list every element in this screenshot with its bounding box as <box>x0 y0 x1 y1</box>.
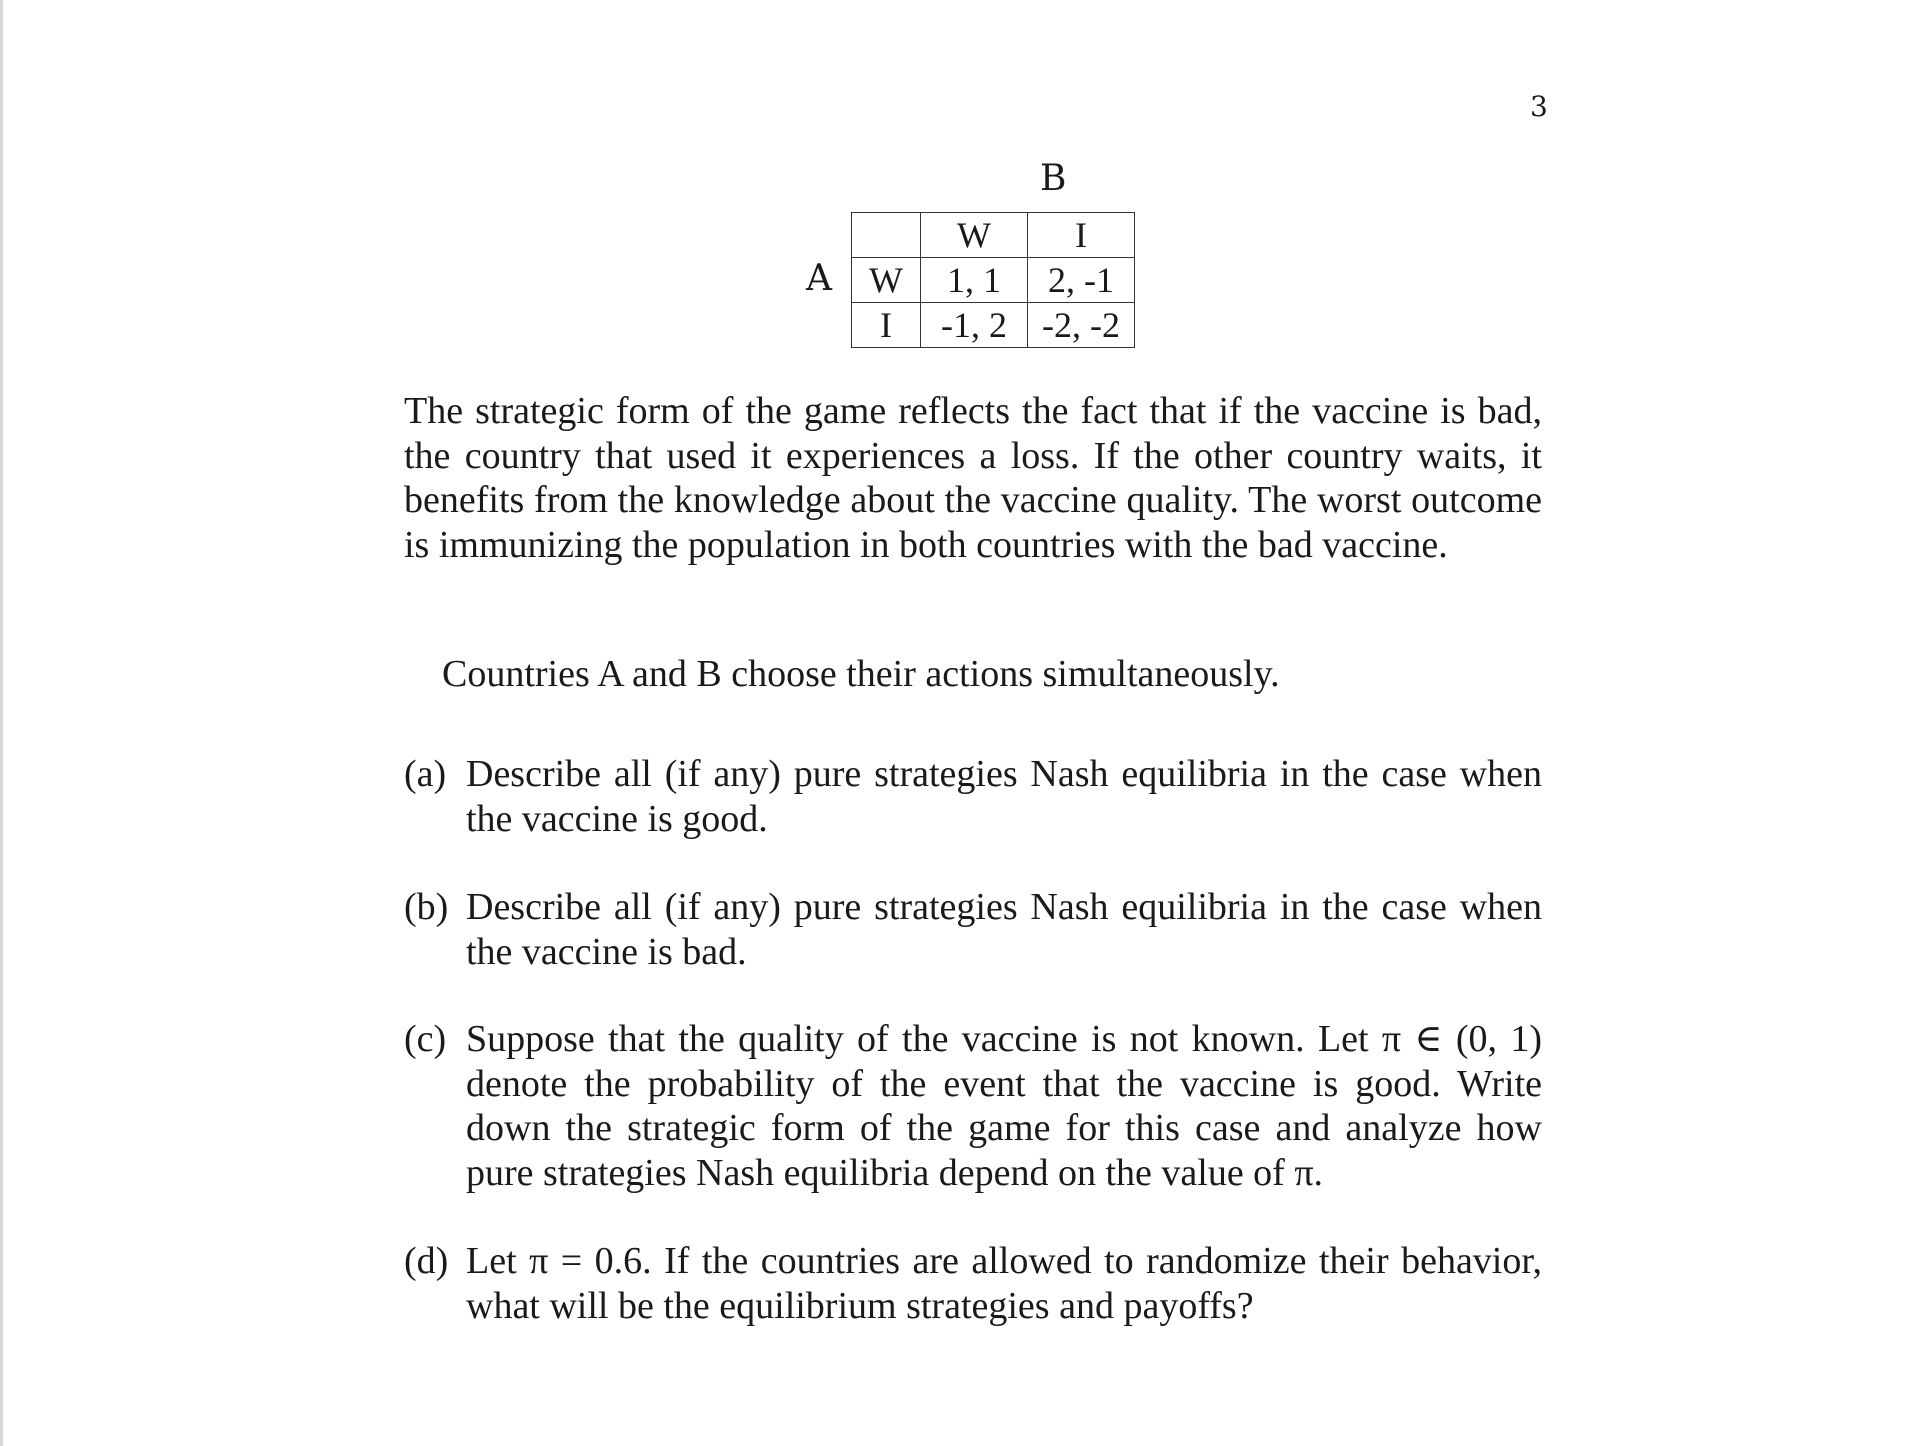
question-label: (a) <box>404 753 447 795</box>
question-text: Describe all (if any) pure strategies Nash equilibria in the case when the vaccine is good. <box>466 753 1542 840</box>
question-d <box>404 1239 1542 1328</box>
question-a <box>404 752 1542 841</box>
table-row <box>852 258 1135 303</box>
row-header-w: W <box>852 258 921 303</box>
table-header-row <box>852 213 1135 258</box>
table-corner-cell <box>852 213 921 258</box>
row-header-i: I <box>852 303 921 348</box>
description-paragraph: The strategic form of the game reflects the fact that if the vaccine is bad, the country that used it experiences a loss. If the other country waits, it benefits from the knowledge about the vaccine quality. The worst outcome is immunizing the population in both countries with the bad vaccine. <box>404 390 1542 566</box>
question-label: (b) <box>404 886 449 928</box>
question-label: (d) <box>404 1240 449 1282</box>
payoff-matrix <box>851 212 1135 348</box>
question-text: Describe all (if any) pure strategies Nash equilibria in the case when the vaccine is bad. <box>466 886 1542 973</box>
table-row <box>852 303 1135 348</box>
simultaneous-statement: Countries A and B choose their actions simultaneously. <box>442 653 1280 695</box>
row-player-label: A <box>806 258 832 299</box>
payoff-cell-w-w: 1, 1 <box>921 258 1028 303</box>
question-b <box>404 885 1542 974</box>
question-label: (c) <box>404 1018 447 1060</box>
payoff-cell-i-w: -1, 2 <box>921 303 1028 348</box>
question-text: Let π = 0.6. If the countries are allowed to randomize their behavior, what will be the equilibrium strategies and payoffs? <box>466 1240 1542 1327</box>
column-header-w: W <box>921 213 1028 258</box>
question-c <box>404 1017 1542 1195</box>
question-text: Suppose that the quality of the vaccine is not known. Let π ∈ (0, 1) denote the probability of the event that the vaccine is good. Write down the strategic form of the game for this case and analyze how pure strategies Nash equilibria depend on the value of π. <box>466 1018 1542 1194</box>
page-left-edge <box>0 0 3 1446</box>
column-header-i: I <box>1028 213 1135 258</box>
column-player-label: B <box>1040 158 1067 199</box>
payoff-cell-i-i: -2, -2 <box>1028 303 1135 348</box>
payoff-cell-w-i: 2, -1 <box>1028 258 1135 303</box>
page-number: 3 <box>1530 90 1548 123</box>
